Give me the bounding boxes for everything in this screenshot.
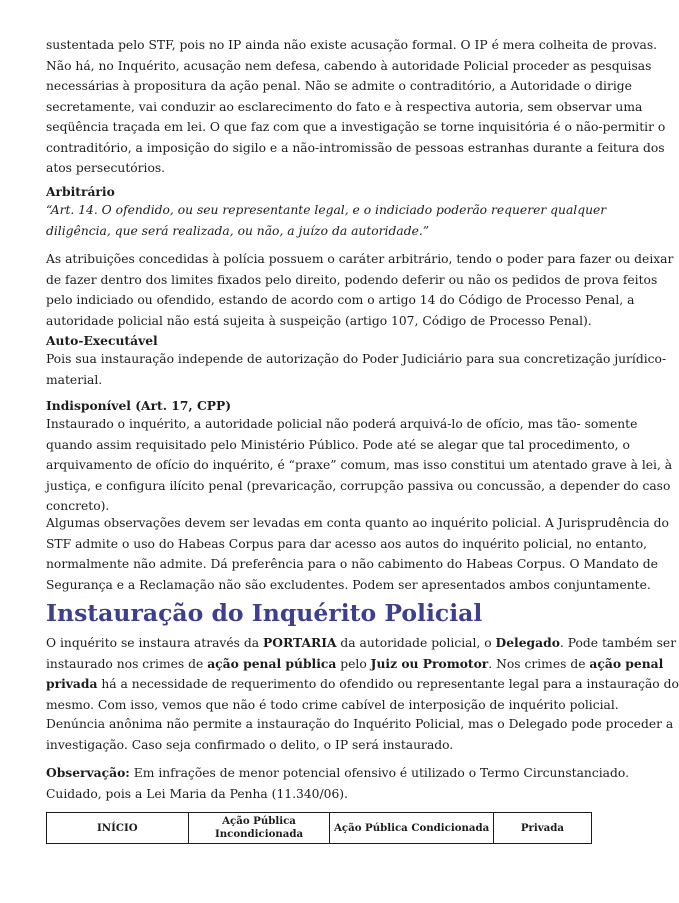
text-line: instaurado nos crimes de ação penal pública pelo Juiz ou Promotor. Nos crimes de ação penal bbox=[46, 655, 664, 671]
text-line: investigação. Caso seja confirmado o delito, o IP será instaurado. bbox=[46, 737, 454, 752]
text-line: atos persecutórios. bbox=[46, 161, 166, 175]
text-line: arquivamento de ofício do inquérito, é “praxe” comum, mas isso constitui um atentado grave à lei, à bbox=[46, 458, 673, 472]
table-header-cell: Ação Pública Incondicionada bbox=[188, 813, 330, 844]
acao-table bbox=[46, 812, 592, 844]
text-line: necessárias à propositura da ação penal. Não se admite o contraditório, a Autoridade o dirige bbox=[46, 79, 632, 93]
text-line: concreto). bbox=[46, 499, 110, 513]
quote-line: “Art. 14. O ofendido, ou seu representante legal, e o indiciado poderão requerer qualquer bbox=[46, 203, 607, 217]
text-line: Denúncia anônima não permite a instauração do Inquérito Policial, mas o Delegado pode proceder a bbox=[46, 717, 674, 731]
paragraph-auto-executavel bbox=[46, 349, 667, 390]
table-header-cell: Privada bbox=[493, 813, 591, 844]
paragraph-arbitrario bbox=[46, 249, 674, 331]
text-line: de fazer dentro dos limites fixados pelo direito, podendo deferir ou não os pedidos de prova feitos bbox=[46, 272, 658, 287]
text-line: Algumas observações devem ser levadas em conta quanto ao inquérito policial. A Jurisprudência do bbox=[46, 516, 669, 530]
paragraph-instauracao bbox=[46, 633, 679, 715]
text-line: pelo indiciado ou ofendido, estando de acordo com o artigo 14 do Código de Processo Penal, a bbox=[46, 293, 635, 307]
text-line: autoridade policial não está sujeita à suspeição (artigo 107, Código de Processo Penal). bbox=[46, 313, 592, 328]
heading-indisponivel: Indisponível (Art. 17, CPP) bbox=[46, 398, 232, 413]
text-line: contraditório, a imposição do sigilo e a não-intromissão de pessoas estranhas durante a feitura dos bbox=[46, 140, 665, 155]
paragraph-observacao bbox=[46, 763, 629, 804]
text-line: Instaurado o inquérito, a autoridade policial não poderá arquivá-lo de ofício, mas tão- somente bbox=[46, 417, 638, 431]
text-line: secretamente, vai conduzir ao esclarecimento do fato e à respectiva autoria, sem observar uma bbox=[46, 99, 643, 114]
text-line: STF admite o uso do Habeas Corpus para dar acesso aos autos do inquérito policial, no entanto, bbox=[46, 536, 648, 551]
text-line: Observação: Em infrações de menor potencial ofensivo é utilizado o Termo Circunstanciado. bbox=[46, 765, 629, 780]
table-header-row bbox=[47, 813, 592, 844]
text-line: seqüência traçada em lei. O que faz com que a investigação se torne inquisitória é o não-permitir o bbox=[46, 120, 666, 134]
table-header-cell: INÍCIO bbox=[47, 813, 189, 844]
heading-arbitrario: Arbitrário bbox=[46, 184, 115, 199]
text-line: sustentada pelo STF, pois no IP ainda não existe acusação formal. O IP é mera colheita de provas. bbox=[46, 38, 658, 52]
quote-line: diligência, que será realizada, ou não, a juízo da autoridade.” bbox=[46, 223, 430, 238]
text-line: O inquérito se instaura através da PORTARIA da autoridade policial, o Delegado. Pode também ser bbox=[46, 635, 677, 650]
heading-auto-executavel: Auto-Executável bbox=[46, 333, 158, 348]
text-line: Cuidado, pois a Lei Maria da Penha (11.340/06). bbox=[46, 786, 348, 801]
text-line: privada há a necessidade de requerimento do ofendido ou representante legal para a instauração do bbox=[46, 676, 679, 691]
paragraph-inquisitivo bbox=[46, 35, 666, 179]
table-header-cell: Ação Pública Condicionada bbox=[330, 813, 494, 844]
text-line: Não há, no Inquérito, acusação nem defesa, cabendo à autoridade Policial proceder as pesquisas bbox=[46, 58, 652, 73]
text-line: normalmente não admite. Dá preferência para o não cabimento do Habeas Corpus. O Mandato de bbox=[46, 557, 658, 571]
text-line: Pois sua instauração independe de autorização do Poder Judiciário para sua concretização jurídico- bbox=[46, 352, 667, 366]
paragraph-indisponivel bbox=[46, 414, 673, 517]
observacao-label: Observação: bbox=[46, 765, 130, 780]
paragraph-observacoes bbox=[46, 513, 669, 595]
paragraph-denuncia bbox=[46, 714, 674, 755]
text-line: material. bbox=[46, 372, 103, 387]
text-line: quando assim requisitado pelo Ministério Público. Pode até se alegar que tal procedimento, o bbox=[46, 437, 630, 452]
text-line: As atribuições concedidas à polícia possuem o caráter arbitrário, tendo o poder para fazer ou deixar bbox=[46, 252, 674, 266]
text-line: mesmo. Com isso, vemos que não é todo crime cabível de interposição de inquérito policial. bbox=[46, 697, 619, 712]
quote-art-14 bbox=[46, 200, 607, 241]
text-line: Segurança e a Reclamação não são excludentes. Podem ser apresentados ambos conjuntamente. bbox=[46, 577, 651, 592]
text-line: justiça, e configura ilícito penal (prevaricação, corrupção passiva ou concussão, a depender do caso bbox=[46, 478, 671, 493]
section-title: Instauração do Inquérito Policial bbox=[46, 599, 483, 627]
